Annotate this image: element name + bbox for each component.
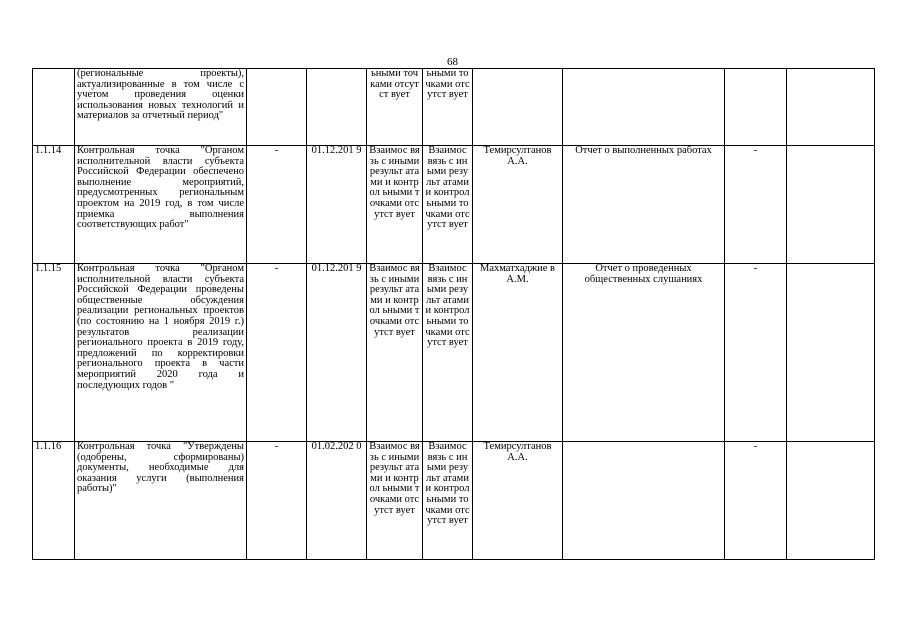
description-cell: Контрольная точка "Органом исполнительной власти субъекта Российской Федерации обеспечено выполнение мероприятий, предусмотренных региональным проектом на 2019 год, в том числе приемка выполнения соответствующих работ" [75, 146, 247, 264]
link-cell-2: Взаимос вязь с иными результ атами и контрол ьными точками отсутст вует [423, 442, 473, 560]
link-cell-1: Взаимос вязь с иными результ атами и контрол ьными точками отсутст вует [367, 264, 423, 442]
responsible-cell: Темирсултанов А.А. [473, 442, 563, 560]
table-row [33, 69, 875, 146]
indicator-cell: - [247, 264, 307, 442]
row-number-cell [33, 69, 75, 146]
responsible-cell: Темирсултанов А.А. [473, 146, 563, 264]
dash-cell [725, 69, 787, 146]
link-cell-1: ьными точками отсутст вует [367, 69, 423, 146]
deadline-date-cell: 01.02.202 0 [307, 442, 367, 560]
link-cell-2: Взаимос вязь с иными результ атами и контрол ьными точками отсутст вует [423, 146, 473, 264]
indicator-cell: - [247, 442, 307, 560]
result-cell [563, 69, 725, 146]
indicator-cell [247, 69, 307, 146]
dash-cell: - [725, 264, 787, 442]
deadline-date-cell: 01.12.201 9 [307, 264, 367, 442]
description-cell: (региональные проекты), актуализированные в том числе с учетом проведения оценки использования новых технологий и материалов за отчетный период" [75, 69, 247, 146]
deadline-date-cell: 01.12.201 9 [307, 146, 367, 264]
link-cell-2: Взаимос вязь с иными результ атами и контрол ьными точками отсутст вует [423, 264, 473, 442]
link-cell-1: Взаимос вязь с иными результ атами и контрол ьными точками отсутст вует [367, 442, 423, 560]
responsible-cell: Махматхаджие в А.М. [473, 264, 563, 442]
page-number: 68 [447, 56, 458, 68]
link-cell-1: Взаимос вязь с иными результ атами и контрол ьными точками отсутст вует [367, 146, 423, 264]
dash-cell: - [725, 442, 787, 560]
table-row [33, 264, 875, 442]
control-points-table [32, 68, 875, 560]
empty-cell [787, 146, 875, 264]
table-row [33, 442, 875, 560]
result-cell: Отчет о проведенных общественных слушаниях [563, 264, 725, 442]
row-number-cell: 1.1.16 [33, 442, 75, 560]
link-cell-2: ьными точками отсутст вует [423, 69, 473, 146]
table-row [33, 146, 875, 264]
result-cell [563, 442, 725, 560]
row-number-cell: 1.1.14 [33, 146, 75, 264]
description-cell: Контрольная точка "Органом исполнительной власти субъекта Российской Федерации проведены общественные обсуждения реализации региональных проектов (по состоянию на 1 ноября 2019 г.) результатов реализации регионального проекта в 2019 году, предложений по корректировки регионального проекта в части мероприятий 2020 года и последующих годов " [75, 264, 247, 442]
dash-cell: - [725, 146, 787, 264]
deadline-date-cell [307, 69, 367, 146]
empty-cell [787, 264, 875, 442]
empty-cell [787, 69, 875, 146]
indicator-cell: - [247, 146, 307, 264]
row-number-cell: 1.1.15 [33, 264, 75, 442]
description-cell: Контрольная точка "Утверждены (одобрены, сформированы) документы, необходимые для оказания услуги (выполнения работы)" [75, 442, 247, 560]
responsible-cell [473, 69, 563, 146]
empty-cell [787, 442, 875, 560]
result-cell: Отчет о выполненных работах [563, 146, 725, 264]
